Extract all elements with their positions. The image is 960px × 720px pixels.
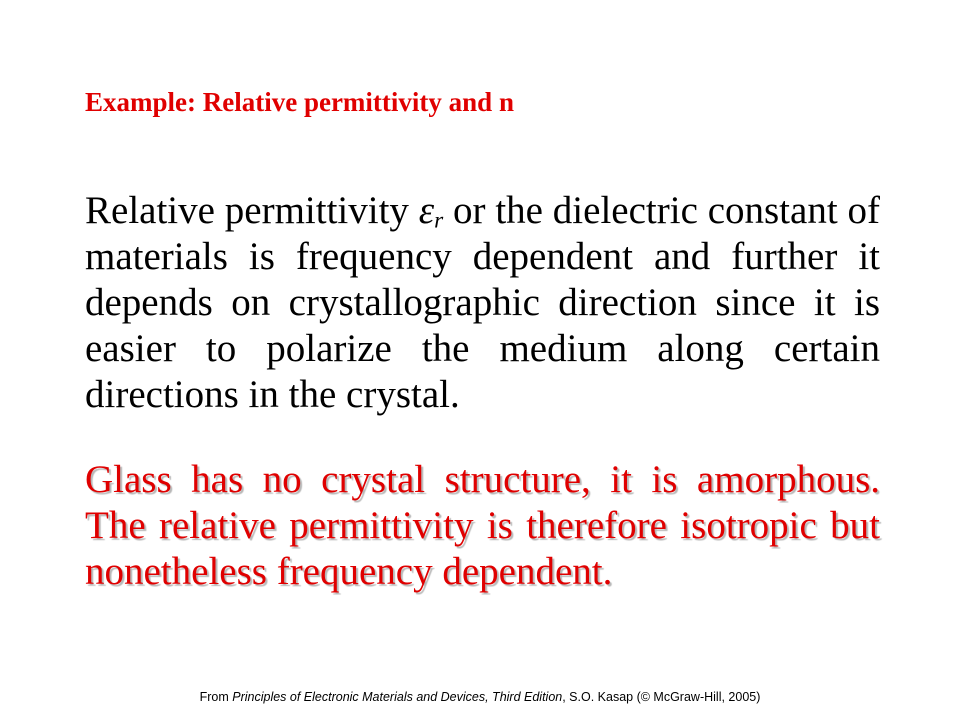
citation-author: , S.O. Kasap (© McGraw-Hill, 2005) [562,690,761,704]
epsilon-subscript: r [434,207,444,234]
citation-prefix: From [199,690,233,704]
slide-title: Example: Relative permittivity and n [85,87,514,117]
body-text-start: Relative permittivity [85,189,419,232]
epsilon-symbol: ε [418,189,435,232]
citation-book-title: Principles of Electronic Materials and Devices, Third Edition [232,690,563,704]
citation [0,689,960,705]
body-text-end: or the dielectric constant of materials is frequency dependent and further it depends on crystallographic direction since it is easier to polarize the medium along certain directions in the crystal. [85,189,880,416]
body-paragraph [85,188,880,418]
highlight-paragraph: Glass has no crystal structure, it is amorphous. The relative permittivity is therefore isotropic but nonetheless frequency dependent. [85,458,880,593]
epsilon-r-symbol [419,189,443,232]
